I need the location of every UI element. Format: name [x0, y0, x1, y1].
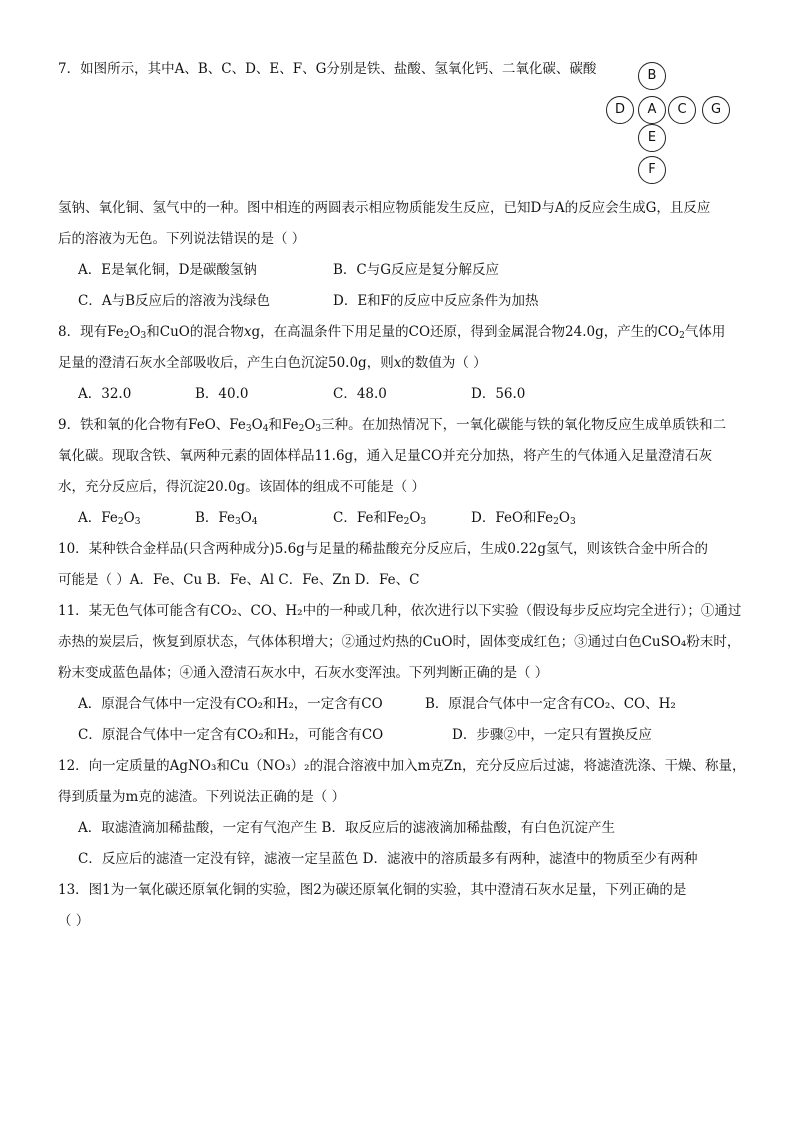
q8-text: 的数值为（ ）	[401, 355, 487, 371]
q8-option-d: D．56.0	[471, 386, 526, 402]
q8-option-c: C．48.0	[333, 386, 387, 402]
q12-line-2: 得到质量为m克的滤渣。下列说法正确的是（ ）	[58, 789, 346, 805]
q9-text: C．Fe和Fe	[333, 510, 404, 526]
q9-line-1: 9．铁和氧的化合物有FeO、$Fe_3O_4$和$Fe_2O_3$三种。在加热情况下，一氧化碳能与铁的氧化物反应生成单质铁和二	[58, 417, 727, 434]
circle-d: D	[606, 96, 634, 124]
q7-line-2: 氢钠、氧化铜、氢气中的一种。图中相连的两圆表示相应物质能发生反应，已知D与A的反应会生成G，且反应	[58, 200, 711, 216]
q9-text: O	[409, 510, 421, 526]
q9-text: 三种。在加热情况下，一氧化碳能与铁的氧化物反应生成单质铁和二	[321, 417, 727, 433]
q7-line-3: 后的溶液为无色。下列说法错误的是（ ）	[58, 231, 306, 247]
q8-line-2	[58, 354, 487, 372]
q12-options-ab: A．取滤渣滴加稀盐酸，一定有气泡产生 B．取反应后的滤液滴加稀盐酸，有白色沉淀产生	[78, 820, 615, 836]
q9-text: 和Fe	[268, 417, 299, 433]
q9-option-b: B．$Fe_3O_4$	[195, 510, 258, 527]
q9-line-2: 氧化碳。现取含铁、氧两种元素的固体样品11.6g，通入足量CO并充分加热，将产生的气体通入足量澄清石灰	[58, 448, 713, 464]
q8-text: O	[129, 324, 141, 340]
q8-text: 8．现有Fe	[58, 324, 124, 340]
q11-option-c: C．原混合气体中一定含有CO₂和H₂，可能含有CO	[78, 727, 384, 743]
q13-line-2: （ ）	[58, 913, 90, 929]
q9-text: D．FeO和Fe	[471, 510, 554, 526]
q11-line-3: 粉末变成蓝色晶体；④通入澄清石灰水中，石灰水变浑浊。下列判断正确的是（ ）	[58, 665, 549, 681]
q9-text: O	[123, 510, 135, 526]
q10-line-2: 可能是（ ）A．Fe、Cu B．Fe、Al C．Fe、Zn D．Fe、C	[58, 572, 420, 588]
q8-text: 和CuO的混合物	[146, 324, 244, 340]
circle-c: C	[668, 96, 696, 124]
q11-line-1: 11．某无色气体可能含有CO₂、CO、H₂中的一种或几种，依次进行以下实验（假设每步反应均完全进行）；①通过	[58, 603, 742, 619]
q9-option-c: C．Fe和$Fe_2O_3$	[333, 510, 427, 527]
q7-option-a: A．E是氧化铜，D是碳酸氢钠	[78, 262, 257, 278]
q9-text: B．Fe	[195, 510, 236, 526]
q10-line-1: 10．某种铁合金样品(只含两种成分)5.6g与足量的稀盐酸充分反应后，生成0.22g氢气，则该铁合金中所合的	[58, 541, 709, 557]
q11-option-d: D．步骤②中，一定只有置换反应	[452, 727, 652, 743]
q8-option-b: B．40.0	[195, 386, 249, 402]
q8-text: g，在高温条件下用足量的CO还原，得到金属混合物24.0g，产生的CO	[251, 324, 680, 340]
q9-text: 9．铁和氧的化合物有FeO、Fe	[58, 417, 246, 433]
q7-option-b: B．C与G反应是复分解反应	[333, 262, 500, 278]
circle-f: F	[638, 156, 666, 184]
q8-text: 气体用	[684, 324, 726, 340]
q8-option-a: A．32.0	[78, 386, 132, 402]
q9-text: A．Fe	[78, 510, 118, 526]
q8-line-1: 8．现有$Fe_2O_3$和CuO的混合物xg，在高温条件下用足量的CO还原，得到金属混合物24.0g，产生的$CO_2$气体用	[58, 324, 726, 341]
q9-text: O	[304, 417, 316, 433]
q9-text: O	[251, 417, 263, 433]
q8-var-x: x	[393, 355, 402, 371]
circle-e: E	[638, 124, 666, 152]
q11-line-2: 赤热的炭层后，恢复到原状态，气体体积增大；②通过灼热的CuO时，固体变成红色；③通过白色CuSO₄粉末时，	[58, 634, 741, 650]
q9-line-3: 水，充分反应后，得沉淀20.0g。该固体的组成不可能是（ ）	[58, 479, 425, 495]
q12-options-cd: C．反应后的滤渣一定没有锌，滤液一定呈蓝色 D．滤液中的溶质最多有两种，滤渣中的物质至少有两种	[78, 851, 698, 867]
q7-option-d: D．E和F的反应中反应条件为加热	[333, 293, 539, 309]
q9-text: O	[240, 510, 252, 526]
circle-b: B	[638, 62, 666, 90]
circle-g: G	[702, 96, 730, 124]
q7-option-c: C．A与B反应后的溶液为浅绿色	[78, 293, 270, 309]
q8-text: 足量的澄清石灰水全部吸收后，产生白色沉淀50.0g，则	[58, 355, 394, 371]
q11-option-b: B．原混合气体中一定含有CO₂、CO、H₂	[425, 696, 676, 712]
q7-line-1: 7．如图所示，其中A、B、C、D、E、F、G分别是铁、盐酸、氢氧化钙、二氧化碳、碳酸	[58, 61, 597, 77]
q9-option-d: D．FeO和$Fe_2O_3$	[471, 510, 576, 527]
q12-line-1: 12．向一定质量的AgNO₃和Cu（NO₃）₂的混合溶液中加入m克Zn，充分反应后过滤，将滤渣洗涤、干燥、称量，	[58, 758, 746, 774]
circle-a: A	[638, 96, 666, 124]
reaction-diagram	[604, 62, 734, 184]
q11-option-a: A．原混合气体中一定没有CO₂和H₂，一定含有CO	[78, 696, 383, 712]
q8-var-x: x	[243, 324, 252, 340]
q9-option-a: A．$Fe_2O_3$	[78, 510, 141, 527]
q9-text: O	[558, 510, 570, 526]
q13-line-1: 13．图1为一氧化碳还原氧化铜的实验，图2为碳还原氧化铜的实验，其中澄清石灰水足量，下列正确的是	[58, 882, 687, 898]
